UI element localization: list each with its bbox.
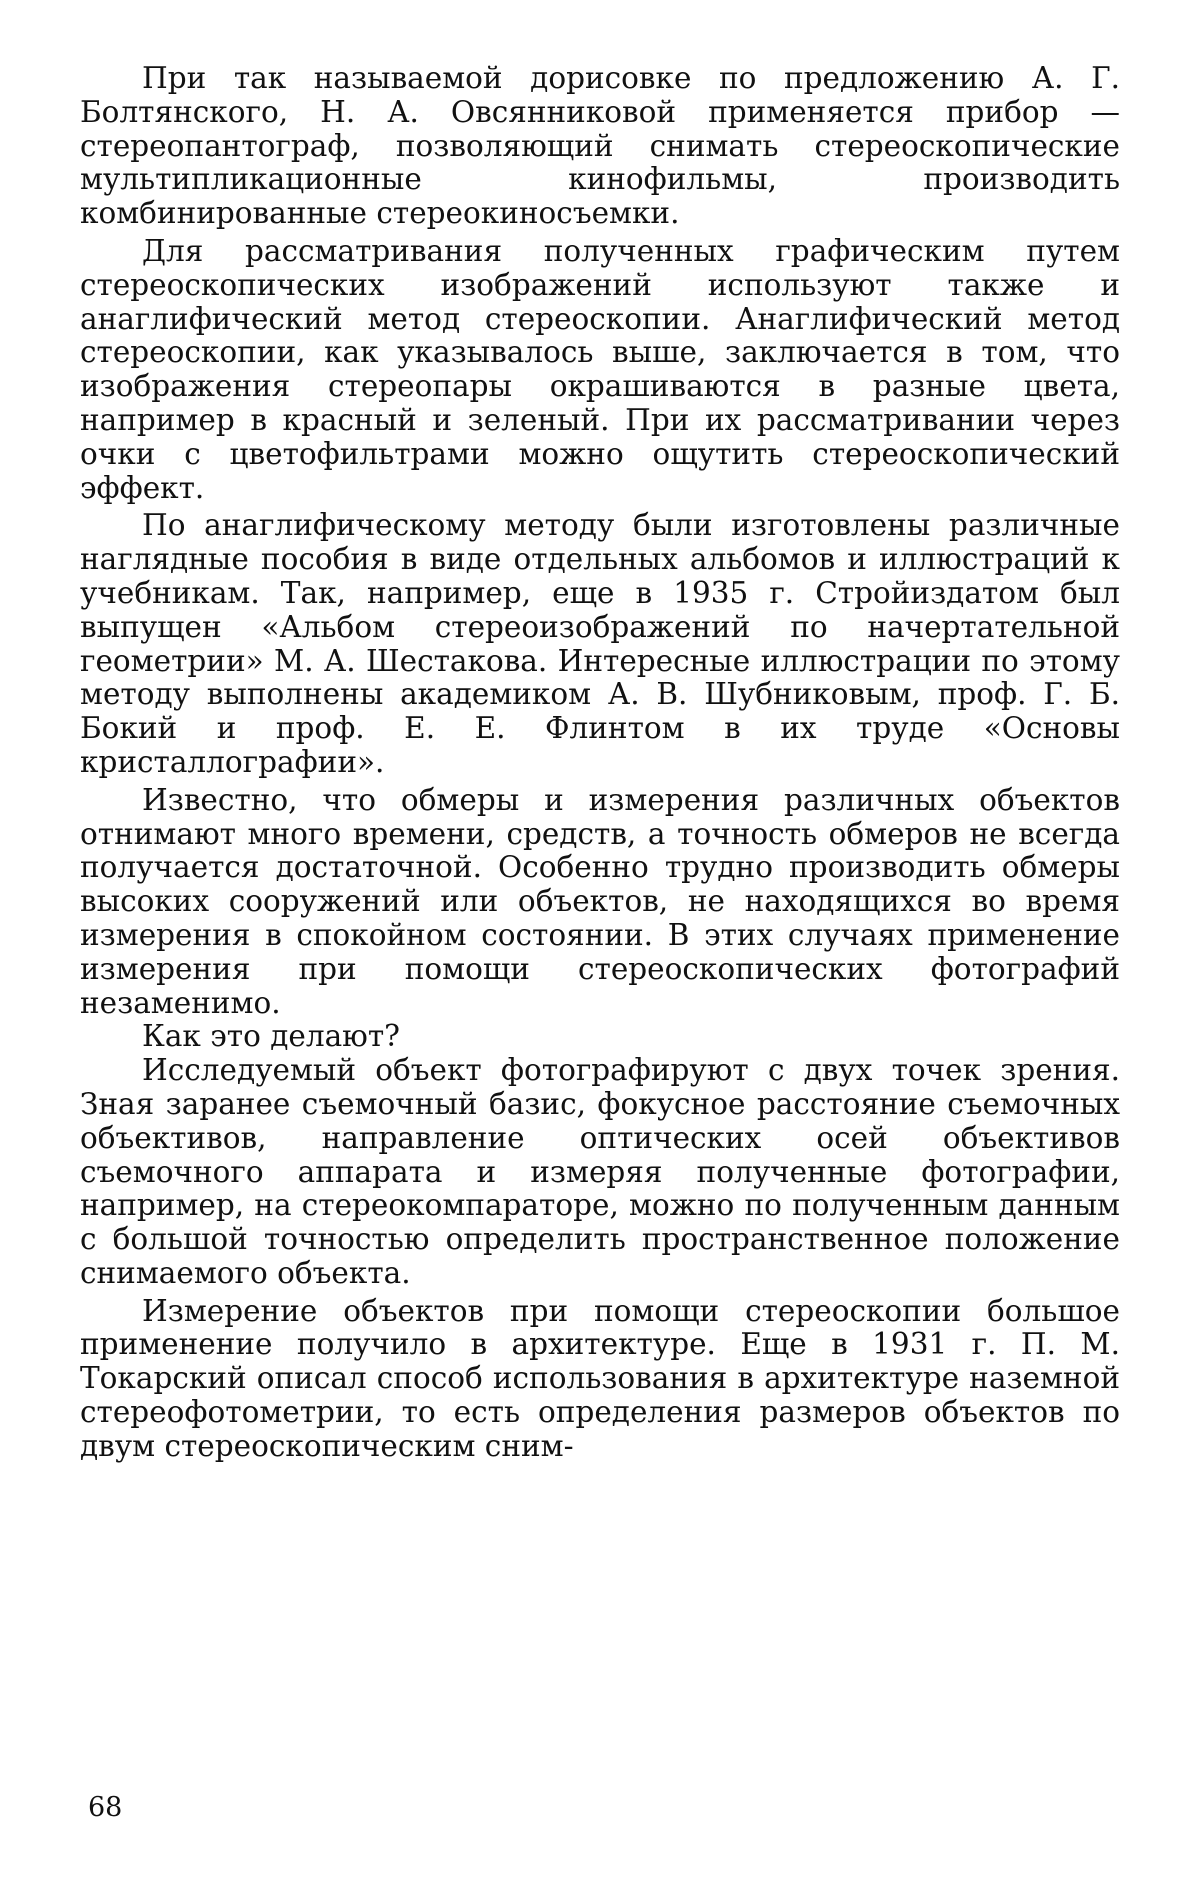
- paragraph-4: Известно, что обмеры и измерения различных объектов отнимают много времени, средств, а точность обмеров не всегда получается достаточной. Особенно трудно производить обмеры высоких сооружений или объектов, не находящихся во время измерения в спокойном состоянии. В этих случаях применение измерения при помощи стереоскопических фотографий незаменимо.: [80, 782, 1120, 1020]
- paragraph-7: Измерение объектов при помощи стереоскопии большое применение получило в архитектуре. Еще в 1931 г. П. М. Токарский описал способ использования в архитектуре наземной стереофотометрии, то есть определения размеров объектов по двум стереоскопическим сним-: [80, 1293, 1120, 1463]
- page-body: [80, 62, 1120, 1464]
- paragraph-1: При так называемой дорисовке по предложению А. Г. Болтянского, Н. А. Овсянниковой применяется прибор — стереопантограф, позволяющий снимать стереоскопические мультипликационные кинофильмы, производить комбинированные стереокиносъемки.: [80, 61, 1120, 231]
- page-number: 68: [88, 1792, 123, 1823]
- paragraph-5: Как это делают?: [142, 1019, 400, 1054]
- paragraph-6: Исследуемый объект фотографируют с двух точек зрения. Зная заранее съемочный базис, фокусное расстояние съемочных объективов, направление оптических осей объективов съемочного аппарата и измеряя полученные фотографии, например, на стереокомпараторе, можно по полученным данным с большой точностью определить пространственное положение снимаемого объекта.: [80, 1053, 1120, 1290]
- paragraph-3: По анаглифическому методу были изготовлены различные наглядные пособия в виде отдельных альбомов и иллюстраций к учебникам. Так, например, еще в 1935 г. Стройиздатом был выпущен «Альбом стереоизображений по начертательной геометрии» М. А. Шестакова. Интересные иллюстрации по этому методу выполнены академиком А. В. Шубниковым, проф. Г. Б. Бокий и проф. Е. Е. Флинтом в их труде «Основы кристаллографии».: [80, 508, 1120, 779]
- paragraph-2: Для рассматривания полученных графическим путем стереоскопических изображений используют также и анаглифический метод стереоскопии. Анаглифический метод стереоскопии, как указывалось выше, заключается в том, что изображения стереопары окрашиваются в разные цвета, например в красный и зеленый. При их рассматривании через очки с цветофильтрами можно ощутить стереоскопический эффект.: [80, 233, 1120, 505]
